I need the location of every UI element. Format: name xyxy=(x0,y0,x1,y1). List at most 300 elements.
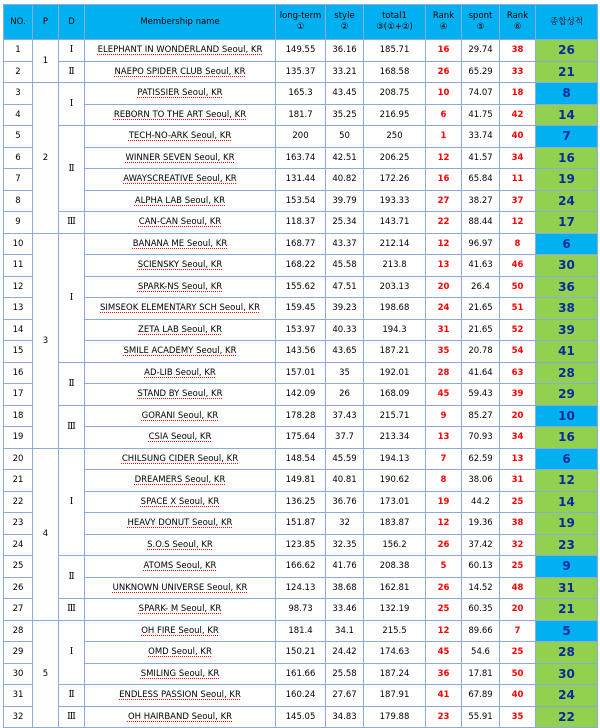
row-no: 8 xyxy=(4,190,33,212)
membership-name: OH FIRE Seoul, KR xyxy=(141,625,219,636)
header-row xyxy=(4,5,598,40)
row-name-cell xyxy=(85,513,276,535)
row-total1: 185.71 xyxy=(364,40,426,62)
row-style: 25.34 xyxy=(326,212,364,234)
table-row xyxy=(4,448,598,470)
row-rank1: 45 xyxy=(426,642,462,664)
table-row xyxy=(4,362,598,384)
row-long-term: 159.45 xyxy=(276,298,326,320)
row-spont: 17.81 xyxy=(462,663,500,685)
row-overall-score: 19 xyxy=(536,513,598,535)
table-row xyxy=(4,427,598,449)
header-total1-sub: ③(①+②) xyxy=(376,22,413,32)
row-style: 25.58 xyxy=(326,663,364,685)
row-no: 23 xyxy=(4,513,33,535)
row-d-group: Ⅱ xyxy=(59,61,85,83)
row-long-term: 149.81 xyxy=(276,470,326,492)
table-row xyxy=(4,599,598,621)
row-rank2: 48 xyxy=(500,577,536,599)
row-overall-score: 21 xyxy=(536,61,598,83)
row-rank1: 13 xyxy=(426,427,462,449)
row-no: 12 xyxy=(4,276,33,298)
membership-name: SIMSEOK ELEMENTARY SCH Seoul, KR xyxy=(100,303,260,314)
row-rank1: 41 xyxy=(426,685,462,707)
row-rank2: 52 xyxy=(500,319,536,341)
row-overall-score: 24 xyxy=(536,685,598,707)
row-total1: 198.68 xyxy=(364,298,426,320)
row-overall-score: 29 xyxy=(536,384,598,406)
row-long-term: 145.05 xyxy=(276,706,326,728)
row-d-group: Ⅰ xyxy=(59,83,85,126)
row-total1: 190.62 xyxy=(364,470,426,492)
row-overall-score: 6 xyxy=(536,448,598,470)
membership-name: SPARK-NS Seoul, KR xyxy=(137,281,223,292)
header-total1 xyxy=(364,5,426,40)
header-name: Membership name xyxy=(85,5,276,40)
row-name-cell xyxy=(85,685,276,707)
row-spont: 67.89 xyxy=(462,685,500,707)
row-rank2: 7 xyxy=(500,620,536,642)
row-spont: 41.63 xyxy=(462,255,500,277)
table-row xyxy=(4,255,598,277)
table-row xyxy=(4,663,598,685)
row-rank2: 20 xyxy=(500,405,536,427)
row-total1: 192.01 xyxy=(364,362,426,384)
row-name-cell xyxy=(85,642,276,664)
row-total1: 250 xyxy=(364,126,426,148)
row-spont: 26.4 xyxy=(462,276,500,298)
header-no: NO. xyxy=(4,5,33,40)
row-no: 18 xyxy=(4,405,33,427)
row-d-group: Ⅰ xyxy=(59,40,85,62)
row-overall-score: 8 xyxy=(536,83,598,105)
row-overall-score: 16 xyxy=(536,147,598,169)
table-row xyxy=(4,706,598,728)
row-no: 9 xyxy=(4,212,33,234)
row-no: 31 xyxy=(4,685,33,707)
row-overall-score: 26 xyxy=(536,40,598,62)
row-no: 5 xyxy=(4,126,33,148)
membership-name: ATOMS Seoul, KR xyxy=(143,561,217,572)
row-name-cell xyxy=(85,126,276,148)
header-style-label: style xyxy=(334,11,355,21)
table-row xyxy=(4,534,598,556)
row-name-cell xyxy=(85,341,276,363)
row-overall-score: 6 xyxy=(536,233,598,255)
row-total1: 174.63 xyxy=(364,642,426,664)
row-rank1: 35 xyxy=(426,341,462,363)
row-rank1: 26 xyxy=(426,61,462,83)
row-name-cell xyxy=(85,61,276,83)
row-p-group: 2 xyxy=(33,83,59,234)
row-long-term: 160.24 xyxy=(276,685,326,707)
row-rank2: 34 xyxy=(500,147,536,169)
row-long-term: 163.74 xyxy=(276,147,326,169)
row-name-cell xyxy=(85,276,276,298)
table-row xyxy=(4,276,598,298)
row-total1: 213.34 xyxy=(364,427,426,449)
row-long-term: 149.55 xyxy=(276,40,326,62)
table-row xyxy=(4,147,598,169)
row-rank2: 50 xyxy=(500,276,536,298)
row-long-term: 178.28 xyxy=(276,405,326,427)
row-overall-score: 39 xyxy=(536,319,598,341)
row-total1: 208.75 xyxy=(364,83,426,105)
row-no: 25 xyxy=(4,556,33,578)
row-d-group: Ⅱ xyxy=(59,685,85,707)
row-name-cell xyxy=(85,298,276,320)
row-rank2: 46 xyxy=(500,255,536,277)
row-rank2: 33 xyxy=(500,61,536,83)
row-rank1: 25 xyxy=(426,599,462,621)
row-style: 33.46 xyxy=(326,599,364,621)
row-style: 40.33 xyxy=(326,319,364,341)
row-rank2: 51 xyxy=(500,298,536,320)
membership-name: WINNER SEVEN Seoul, KR xyxy=(125,152,235,163)
row-rank2: 25 xyxy=(500,556,536,578)
row-d-group: Ⅰ xyxy=(59,448,85,556)
row-rank1: 20 xyxy=(426,276,462,298)
row-rank2: 18 xyxy=(500,83,536,105)
table-row xyxy=(4,642,598,664)
row-style: 39.23 xyxy=(326,298,364,320)
row-rank1: 12 xyxy=(426,147,462,169)
row-style: 36.76 xyxy=(326,491,364,513)
row-style: 40.81 xyxy=(326,470,364,492)
row-total1: 187.24 xyxy=(364,663,426,685)
row-no: 17 xyxy=(4,384,33,406)
row-no: 10 xyxy=(4,233,33,255)
membership-name: ELEPHANT IN WONDERLAND Seoul, KR xyxy=(97,45,263,56)
row-total1: 168.09 xyxy=(364,384,426,406)
table-row xyxy=(4,491,598,513)
table-row xyxy=(4,577,598,599)
row-rank1: 9 xyxy=(426,405,462,427)
row-overall-score: 28 xyxy=(536,642,598,664)
row-overall-score: 28 xyxy=(536,362,598,384)
table-row xyxy=(4,620,598,642)
row-rank2: 54 xyxy=(500,341,536,363)
table-row xyxy=(4,61,598,83)
row-rank1: 16 xyxy=(426,169,462,191)
results-table-container xyxy=(3,4,598,728)
row-long-term: 157.01 xyxy=(276,362,326,384)
row-rank1: 10 xyxy=(426,83,462,105)
row-spont: 85.27 xyxy=(462,405,500,427)
row-name-cell xyxy=(85,384,276,406)
row-spont: 70.93 xyxy=(462,427,500,449)
row-total1: 215.71 xyxy=(364,405,426,427)
row-spont: 55.91 xyxy=(462,706,500,728)
row-no: 11 xyxy=(4,255,33,277)
row-spont: 29.74 xyxy=(462,40,500,62)
membership-name: UNKNOWN UNIVERSE Seoul, KR xyxy=(112,582,248,593)
membership-name: BANANA ME Seoul, KR xyxy=(132,238,228,249)
row-total1: 194.13 xyxy=(364,448,426,470)
row-no: 14 xyxy=(4,319,33,341)
row-no: 19 xyxy=(4,427,33,449)
row-overall-score: 17 xyxy=(536,212,598,234)
row-overall-score: 24 xyxy=(536,190,598,212)
row-total1: 208.38 xyxy=(364,556,426,578)
row-name-cell xyxy=(85,362,276,384)
row-rank2: 37 xyxy=(500,190,536,212)
row-no: 6 xyxy=(4,147,33,169)
row-rank1: 23 xyxy=(426,706,462,728)
row-long-term: 168.22 xyxy=(276,255,326,277)
row-name-cell xyxy=(85,319,276,341)
row-p-group: 5 xyxy=(33,620,59,728)
membership-name: SMILING Seoul, KR xyxy=(140,668,220,679)
row-rank2: 35 xyxy=(500,706,536,728)
row-overall-score: 10 xyxy=(536,405,598,427)
results-table xyxy=(3,4,598,728)
row-p-group: 3 xyxy=(33,233,59,448)
row-overall-score: 7 xyxy=(536,126,598,148)
table-row xyxy=(4,405,598,427)
row-name-cell xyxy=(85,448,276,470)
row-overall-score: 9 xyxy=(536,556,598,578)
row-total1: 156.2 xyxy=(364,534,426,556)
row-overall-score: 38 xyxy=(536,298,598,320)
header-long-term-sub: ① xyxy=(296,22,305,32)
row-rank1: 7 xyxy=(426,448,462,470)
table-row xyxy=(4,40,598,62)
membership-name: CHILSUNG CIDER Seoul, KR xyxy=(121,453,239,464)
membership-name: SPARK- M Seoul, KR xyxy=(138,604,222,615)
row-rank2: 12 xyxy=(500,212,536,234)
row-spont: 60.35 xyxy=(462,599,500,621)
row-style: 27.67 xyxy=(326,685,364,707)
row-no: 4 xyxy=(4,104,33,126)
row-spont: 21.65 xyxy=(462,298,500,320)
row-no: 21 xyxy=(4,470,33,492)
header-overall: 종합성적 xyxy=(536,5,598,40)
row-style: 24.42 xyxy=(326,642,364,664)
table-row xyxy=(4,169,598,191)
row-overall-score: 23 xyxy=(536,534,598,556)
row-rank2: 13 xyxy=(500,448,536,470)
row-d-group: Ⅲ xyxy=(59,212,85,234)
membership-name: OMD Seoul, KR xyxy=(148,647,212,658)
row-no: 13 xyxy=(4,298,33,320)
row-total1: 216.95 xyxy=(364,104,426,126)
row-rank1: 12 xyxy=(426,620,462,642)
row-d-group: Ⅲ xyxy=(59,706,85,728)
row-style: 38.68 xyxy=(326,577,364,599)
row-rank1: 1 xyxy=(426,126,462,148)
row-long-term: 181.7 xyxy=(276,104,326,126)
row-name-cell xyxy=(85,470,276,492)
row-p-group: 4 xyxy=(33,448,59,620)
row-long-term: 161.66 xyxy=(276,663,326,685)
row-name-cell xyxy=(85,212,276,234)
row-d-group: Ⅰ xyxy=(59,233,85,362)
row-style: 39.79 xyxy=(326,190,364,212)
row-long-term: 153.97 xyxy=(276,319,326,341)
membership-name: ENDLESS PASSION Seoul, KR xyxy=(119,690,241,701)
row-spont: 59.43 xyxy=(462,384,500,406)
membership-name: REBORN TO THE ART Seoul, KR xyxy=(113,109,247,120)
row-style: 43.37 xyxy=(326,233,364,255)
table-row xyxy=(4,319,598,341)
row-rank1: 12 xyxy=(426,513,462,535)
row-name-cell xyxy=(85,147,276,169)
table-row xyxy=(4,83,598,105)
row-no: 1 xyxy=(4,40,33,62)
header-spont-sub: ⑤ xyxy=(476,22,485,32)
row-spont: 54.6 xyxy=(462,642,500,664)
row-no: 32 xyxy=(4,706,33,728)
row-total1: 193.33 xyxy=(364,190,426,212)
row-long-term: 200 xyxy=(276,126,326,148)
row-rank1: 26 xyxy=(426,577,462,599)
row-name-cell xyxy=(85,491,276,513)
row-rank1: 36 xyxy=(426,663,462,685)
row-overall-score: 30 xyxy=(536,255,598,277)
row-rank2: 8 xyxy=(500,233,536,255)
row-total1: 162.81 xyxy=(364,577,426,599)
row-name-cell xyxy=(85,83,276,105)
row-style: 43.65 xyxy=(326,341,364,363)
membership-name: CSIA Seoul, KR xyxy=(148,432,212,443)
row-style: 37.43 xyxy=(326,405,364,427)
row-rank2: 38 xyxy=(500,513,536,535)
table-row xyxy=(4,212,598,234)
row-overall-score: 41 xyxy=(536,341,598,363)
table-row xyxy=(4,685,598,707)
row-style: 42.51 xyxy=(326,147,364,169)
row-rank2: 42 xyxy=(500,104,536,126)
row-style: 43.45 xyxy=(326,83,364,105)
row-overall-score: 5 xyxy=(536,620,598,642)
row-total1: 213.8 xyxy=(364,255,426,277)
row-rank1: 6 xyxy=(426,104,462,126)
row-name-cell xyxy=(85,663,276,685)
row-rank1: 28 xyxy=(426,362,462,384)
row-d-group: Ⅱ xyxy=(59,362,85,405)
row-rank1: 13 xyxy=(426,255,462,277)
row-spont: 74.07 xyxy=(462,83,500,105)
row-long-term: 166.62 xyxy=(276,556,326,578)
membership-name: TECH-NO-ARK Seoul, KR xyxy=(128,131,232,142)
row-rank1: 19 xyxy=(426,491,462,513)
row-long-term: 175.64 xyxy=(276,427,326,449)
row-no: 22 xyxy=(4,491,33,513)
row-overall-score: 30 xyxy=(536,663,598,685)
row-spont: 38.06 xyxy=(462,470,500,492)
row-name-cell xyxy=(85,706,276,728)
header-rank1-label: Rank xyxy=(432,11,455,21)
row-long-term: 135.37 xyxy=(276,61,326,83)
row-name-cell xyxy=(85,190,276,212)
table-body xyxy=(4,40,598,728)
row-name-cell xyxy=(85,233,276,255)
row-long-term: 181.4 xyxy=(276,620,326,642)
row-no: 26 xyxy=(4,577,33,599)
row-rank1: 5 xyxy=(426,556,462,578)
row-name-cell xyxy=(85,556,276,578)
row-long-term: 143.56 xyxy=(276,341,326,363)
table-row xyxy=(4,298,598,320)
row-style: 32 xyxy=(326,513,364,535)
row-long-term: 123.85 xyxy=(276,534,326,556)
table-row xyxy=(4,513,598,535)
row-spont: 60.13 xyxy=(462,556,500,578)
row-overall-score: 21 xyxy=(536,599,598,621)
table-row xyxy=(4,126,598,148)
row-no: 16 xyxy=(4,362,33,384)
header-rank1-sub: ④ xyxy=(439,22,448,32)
row-d-group: Ⅱ xyxy=(59,556,85,599)
row-total1: 173.01 xyxy=(364,491,426,513)
row-rank1: 8 xyxy=(426,470,462,492)
row-d-group: Ⅲ xyxy=(59,405,85,448)
row-p-group: 1 xyxy=(33,40,59,83)
row-rank1: 31 xyxy=(426,319,462,341)
header-spont-label: spont xyxy=(468,11,493,21)
row-spont: 19.36 xyxy=(462,513,500,535)
row-style: 33.21 xyxy=(326,61,364,83)
row-spont: 41.64 xyxy=(462,362,500,384)
row-rank2: 38 xyxy=(500,40,536,62)
row-long-term: 168.77 xyxy=(276,233,326,255)
row-name-cell xyxy=(85,599,276,621)
row-style: 45.58 xyxy=(326,255,364,277)
row-rank2: 34 xyxy=(500,427,536,449)
row-total1: 143.71 xyxy=(364,212,426,234)
row-no: 27 xyxy=(4,599,33,621)
row-style: 36.16 xyxy=(326,40,364,62)
membership-name: S.O.S Seoul, KR xyxy=(147,539,213,550)
row-rank1: 16 xyxy=(426,40,462,62)
row-rank2: 40 xyxy=(500,685,536,707)
row-style: 45.59 xyxy=(326,448,364,470)
membership-name: SMILE ACADEMY Seoul, KR xyxy=(123,346,237,357)
row-style: 34.1 xyxy=(326,620,364,642)
row-name-cell xyxy=(85,534,276,556)
row-total1: 168.58 xyxy=(364,61,426,83)
row-long-term: 136.25 xyxy=(276,491,326,513)
row-spont: 88.44 xyxy=(462,212,500,234)
row-overall-score: 19 xyxy=(536,169,598,191)
row-long-term: 155.62 xyxy=(276,276,326,298)
row-style: 47.51 xyxy=(326,276,364,298)
row-spont: 21.65 xyxy=(462,319,500,341)
row-name-cell xyxy=(85,620,276,642)
row-rank2: 63 xyxy=(500,362,536,384)
row-d-group: Ⅰ xyxy=(59,620,85,685)
header-d: D xyxy=(59,5,85,40)
row-style: 35 xyxy=(326,362,364,384)
row-spont: 38.27 xyxy=(462,190,500,212)
header-rank2 xyxy=(500,5,536,40)
membership-name: ZETA LAB Seoul, KR xyxy=(138,324,222,335)
row-rank2: 32 xyxy=(500,534,536,556)
row-no: 20 xyxy=(4,448,33,470)
row-no: 7 xyxy=(4,169,33,191)
row-rank2: 20 xyxy=(500,599,536,621)
row-no: 3 xyxy=(4,83,33,105)
row-spont: 37.42 xyxy=(462,534,500,556)
table-row xyxy=(4,384,598,406)
row-total1: 206.25 xyxy=(364,147,426,169)
row-overall-score: 22 xyxy=(536,706,598,728)
row-long-term: 118.37 xyxy=(276,212,326,234)
row-name-cell xyxy=(85,40,276,62)
header-total1-label: total1 xyxy=(382,11,407,21)
row-no: 24 xyxy=(4,534,33,556)
